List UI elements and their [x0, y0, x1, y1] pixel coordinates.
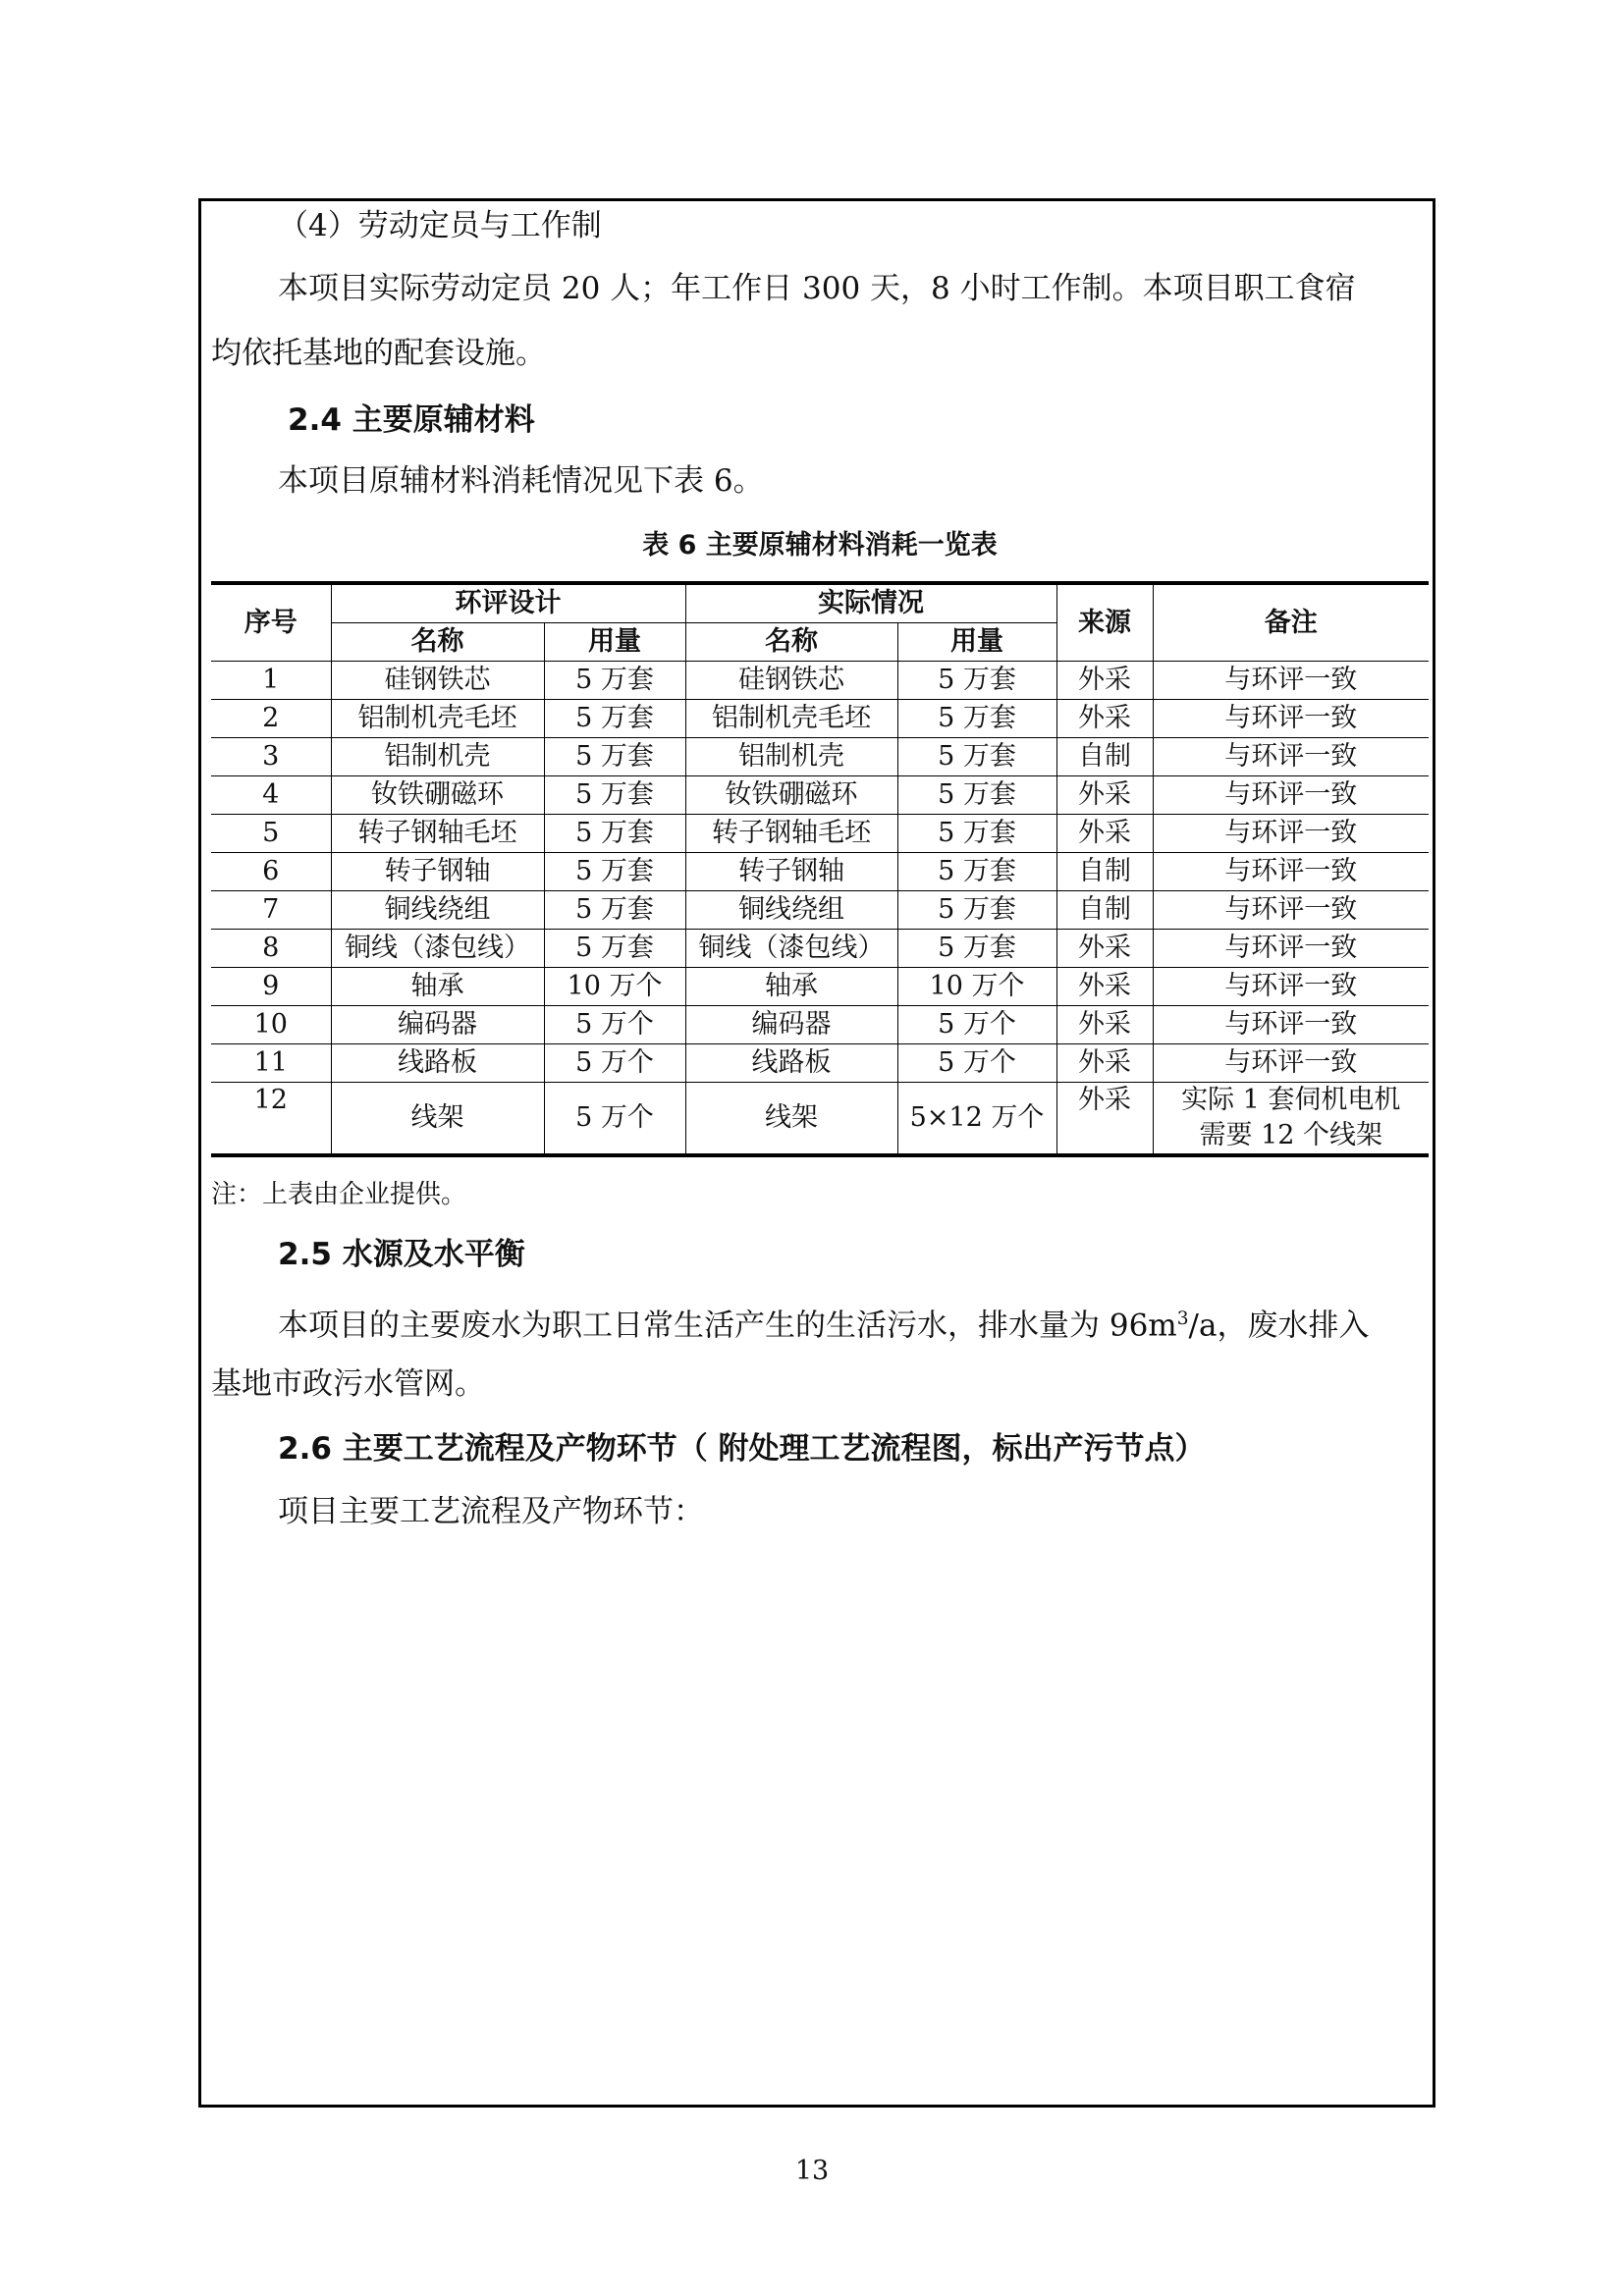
- process-heading: 2.6 主要工艺流程及产物环节（ 附处理工艺流程图，标出产污节点）: [278, 1431, 1206, 1467]
- page-number: 13: [794, 2156, 830, 2186]
- cell-actual-amount: 5 万个: [897, 1006, 1056, 1044]
- cell-actual-amount: 5 万个: [897, 1044, 1056, 1083]
- cell-remark: 与环评一致: [1153, 968, 1429, 1006]
- cell-seq: 5: [211, 815, 331, 853]
- cell-seq: 6: [211, 853, 331, 891]
- table-row: [211, 1083, 1429, 1156]
- cell-remark: [1153, 1083, 1429, 1156]
- cell-actual-name: 轴承: [685, 968, 897, 1006]
- cell-design-amount: 5 万套: [544, 700, 685, 738]
- cell-source: 外采: [1056, 700, 1153, 738]
- cell-design-amount: 5 万套: [544, 853, 685, 891]
- cell-remark-line1: 实际 1 套伺机电机: [1181, 1085, 1401, 1115]
- cell-seq: 8: [211, 930, 331, 968]
- cell-actual-name: 硅钢铁芯: [685, 662, 897, 700]
- cell-design-amount: 5 万个: [544, 1006, 685, 1044]
- cell-source: 外采: [1056, 815, 1153, 853]
- cell-actual-name: 钕铁硼磁环: [685, 776, 897, 815]
- table-row: [211, 930, 1429, 968]
- header-design-amount: 用量: [544, 623, 685, 662]
- cell-actual-name: 编码器: [685, 1006, 897, 1044]
- table-row: [211, 968, 1429, 1006]
- cell-seq: 10: [211, 1006, 331, 1044]
- cell-design-amount: 5 万套: [544, 891, 685, 930]
- cell-design-name: 转子钢轴: [331, 853, 544, 891]
- table-row: [211, 1044, 1429, 1083]
- cell-remark: 与环评一致: [1153, 1044, 1429, 1083]
- water-paragraph-line2: 基地市政污水管网。: [211, 1366, 485, 1402]
- table-row: [211, 815, 1429, 853]
- cell-actual-amount: 5 万套: [897, 738, 1056, 776]
- cell-seq: 4: [211, 776, 331, 815]
- labor-paragraph-line1: 本项目实际劳动定员 20 人；年工作日 300 天，8 小时工作制。本项目职工食宿: [278, 271, 1356, 306]
- cell-source: 外采: [1056, 930, 1153, 968]
- header-design-name: 名称: [331, 623, 544, 662]
- cell-actual-name: 转子钢轴: [685, 853, 897, 891]
- cell-actual-name: 铜线绕组: [685, 891, 897, 930]
- cell-seq: 7: [211, 891, 331, 930]
- cell-remark: 与环评一致: [1153, 662, 1429, 700]
- labor-paragraph-line2: 均依托基地的配套设施。: [211, 336, 546, 371]
- cell-design-name: 转子钢轴毛坯: [331, 815, 544, 853]
- cell-seq: 3: [211, 738, 331, 776]
- cell-seq: 2: [211, 700, 331, 738]
- cell-actual-name: 线架: [685, 1083, 897, 1156]
- materials-heading: 2.4 主要原辅材料: [288, 402, 535, 438]
- cell-remark: 与环评一致: [1153, 776, 1429, 815]
- water-text-pre: 本项目的主要废水为职工日常生活产生的生活污水，排水量为 96m: [278, 1308, 1177, 1344]
- cell-design-name: 线架: [331, 1083, 544, 1156]
- header-seq: 序号: [211, 583, 331, 662]
- cell-source: 外采: [1056, 1083, 1153, 1156]
- cell-seq: 11: [211, 1044, 331, 1083]
- materials-intro: 本项目原辅材料消耗情况见下表 6。: [278, 463, 764, 499]
- cell-design-amount: 5 万个: [544, 1083, 685, 1156]
- header-actual-amount: 用量: [897, 623, 1056, 662]
- cell-design-name: 轴承: [331, 968, 544, 1006]
- header-actual: 实际情况: [685, 583, 1056, 623]
- water-paragraph-line1: [278, 1296, 1495, 1349]
- cell-remark: 与环评一致: [1153, 738, 1429, 776]
- header-actual-name: 名称: [685, 623, 897, 662]
- cell-source: 外采: [1056, 1044, 1153, 1083]
- labor-heading: （4）劳动定员与工作制: [278, 208, 602, 243]
- table-row: [211, 700, 1429, 738]
- cell-design-amount: 10 万个: [544, 968, 685, 1006]
- header-source: 来源: [1056, 583, 1153, 662]
- water-text-post: /a，废水排入: [1188, 1308, 1370, 1344]
- header-design: 环评设计: [331, 583, 685, 623]
- cell-actual-name: 铝制机壳: [685, 738, 897, 776]
- water-heading: 2.5 水源及水平衡: [278, 1237, 525, 1272]
- cell-design-name: 铜线绕组: [331, 891, 544, 930]
- cell-actual-amount: 5 万套: [897, 700, 1056, 738]
- cell-remark: 与环评一致: [1153, 1006, 1429, 1044]
- water-unit-superscript: 3: [1176, 1308, 1189, 1329]
- cell-actual-amount: 5 万套: [897, 930, 1056, 968]
- cell-actual-name: 铜线（漆包线）: [685, 930, 897, 968]
- cell-source: 自制: [1056, 853, 1153, 891]
- table-row: [211, 662, 1429, 700]
- cell-design-name: 钕铁硼磁环: [331, 776, 544, 815]
- cell-actual-amount: 5 万套: [897, 815, 1056, 853]
- cell-source: 外采: [1056, 1006, 1153, 1044]
- cell-actual-amount: 10 万个: [897, 968, 1056, 1006]
- table-row: [211, 1006, 1429, 1044]
- cell-design-amount: 5 万套: [544, 776, 685, 815]
- cell-actual-amount: 5×12 万个: [897, 1083, 1056, 1156]
- table-note: 注：上表由企业提供。: [211, 1180, 467, 1209]
- cell-actual-amount: 5 万套: [897, 891, 1056, 930]
- cell-source: 外采: [1056, 968, 1153, 1006]
- cell-design-amount: 5 万套: [544, 738, 685, 776]
- cell-remark: 与环评一致: [1153, 891, 1429, 930]
- cell-design-name: 线路板: [331, 1044, 544, 1083]
- cell-remark: 与环评一致: [1153, 815, 1429, 853]
- cell-source: 自制: [1056, 891, 1153, 930]
- table-row: [211, 891, 1429, 930]
- cell-design-amount: 5 万个: [544, 1044, 685, 1083]
- materials-table: [211, 581, 1429, 1157]
- header-remark: 备注: [1153, 583, 1429, 662]
- cell-design-name: 铝制机壳毛坯: [331, 700, 544, 738]
- cell-source: 外采: [1056, 662, 1153, 700]
- cell-actual-amount: 5 万套: [897, 662, 1056, 700]
- table-caption: 表 6 主要原辅材料消耗一览表: [642, 530, 998, 561]
- cell-actual-name: 转子钢轴毛坯: [685, 815, 897, 853]
- cell-remark-line2: 需要 12 个线架: [1199, 1120, 1383, 1150]
- cell-design-name: 硅钢铁芯: [331, 662, 544, 700]
- cell-design-name: 编码器: [331, 1006, 544, 1044]
- cell-remark: 与环评一致: [1153, 853, 1429, 891]
- cell-design-amount: 5 万套: [544, 662, 685, 700]
- cell-seq: 12: [211, 1083, 331, 1156]
- process-intro: 项目主要工艺流程及产物环节：: [278, 1494, 704, 1529]
- cell-seq: 9: [211, 968, 331, 1006]
- cell-design-amount: 5 万套: [544, 930, 685, 968]
- cell-actual-name: 线路板: [685, 1044, 897, 1083]
- table-row: [211, 776, 1429, 815]
- cell-actual-amount: 5 万套: [897, 776, 1056, 815]
- cell-source: 外采: [1056, 776, 1153, 815]
- table-row: [211, 853, 1429, 891]
- cell-seq: 1: [211, 662, 331, 700]
- cell-design-name: 铜线（漆包线）: [331, 930, 544, 968]
- cell-design-name: 铝制机壳: [331, 738, 544, 776]
- cell-remark: 与环评一致: [1153, 700, 1429, 738]
- cell-actual-name: 铝制机壳毛坯: [685, 700, 897, 738]
- cell-actual-amount: 5 万套: [897, 853, 1056, 891]
- table-row: [211, 738, 1429, 776]
- cell-remark: 与环评一致: [1153, 930, 1429, 968]
- cell-source: 自制: [1056, 738, 1153, 776]
- cell-design-amount: 5 万套: [544, 815, 685, 853]
